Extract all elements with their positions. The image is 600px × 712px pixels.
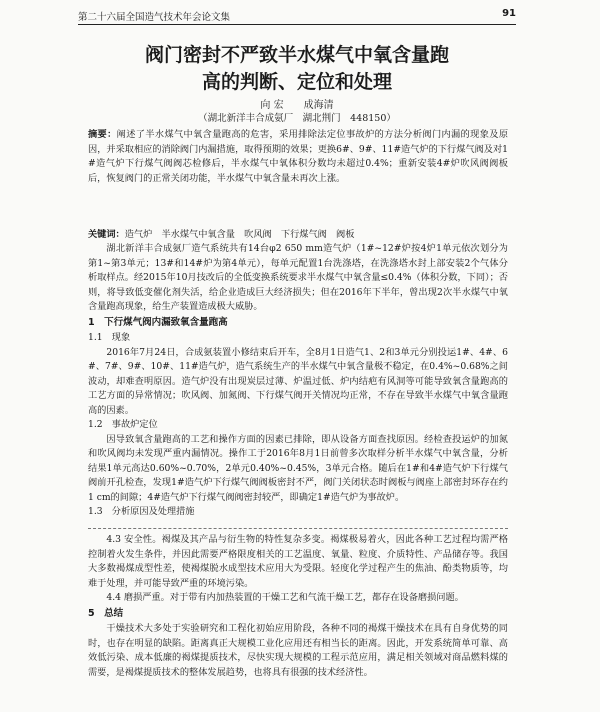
article-title [78, 42, 516, 96]
intro-paragraph: 湖北新洋丰合成氨厂造气系统共有14台φ2 650 mm造气炉（1#~12#炉按4炉1单元依次划分为第1~第3单元；13#和14#炉为第4单元），每单元配置1台洗涤塔，在洗涤塔水封上部安装2个气体分析取样点。经2015年10月技改后的全低变换系统要求半水煤气中氧含量≤0.4%（体积分数，下同）；否则，将导致低变催化剂失活，给企业造成巨大经济损失；但在2016年下半年，曾出现2次半水煤气中氧含量跑高现象，给生产装置造成极大威胁。 [88, 243, 508, 312]
section-1-2-heading: 1.2 事故炉定位 [88, 419, 158, 430]
title-line-1: 阀门密封不严致半水煤气中氧含量跑 [144, 44, 449, 66]
section-1-1-paragraph: 2016年7月24日，合成氨装置小修结束后开车，全8月1日造气1、2和3单元分别投运1#、4#、6#、7#、9#、10#、11#造气炉，造气系统生产的半水煤气中氧含量极不稳定，在0.4%~0.68%之间波动，却难查明原因。造气炉没有出现炭层过薄、炉温过低、炉内结疤有风洞等可能导致氧含量跑高的工艺方面的异常情况；吹风阀、加氮阀、下行煤气阀开关情况均正常，不存在导致半水煤气中氧含量跑高的因素。 [88, 346, 508, 416]
abstract-text: 阐述了半水煤气中氧含量跑高的危害，采用排除法定位事故炉的方法分析阀门内漏的现象及原因，并采取相应的消除阀门内漏措施，取得预期的效果；更换6#、9#、11#造气炉的下行煤气阀及对1#造气炉下行煤气阀阀芯检修后，半水煤气中氧体积分数均未超过0.4%；重新安装4#炉吹风阀阀板后，恢复阀门的正常关闭功能，半水煤气中氧含量未再次上涨。 [88, 129, 509, 184]
abstract [88, 128, 508, 186]
page-cut-divider [88, 528, 508, 529]
keywords-text: 造气炉 半水煤气中氧含量 吹风阀 下行煤气阀 阀板 [124, 229, 355, 240]
section-5-heading: 5 总结 [88, 607, 124, 619]
section-1-1-heading: 1.1 现象 [88, 332, 131, 343]
keywords-label: 关键词： [88, 229, 125, 240]
paragraph-4-4: 4.4 磨损严重。对于带有内加热装置的干燥工艺和气流干燥工艺，都存在设备磨损问题。 [106, 592, 464, 603]
running-header [78, 8, 516, 25]
continuation-text [88, 533, 508, 680]
section-5-paragraph: 干燥技术大多处于实验研究和工程化初始应用阶段，各种不同的褐煤干燥技术在具有自身优势的同时，也存在明显的缺陷。距离真正大规模工业化应用还有相当长的距离。因此，开发系统简单可靠、高效低污染、成本低廉的褐煤提质技术，尽快实现大规模的工程示范应用，满足相关领域对商品燃料煤的需要，是褐煤提质技术的整体发展趋势，也将具有很强的技术经济性。 [88, 623, 508, 678]
page-number: 91 [502, 8, 516, 19]
abstract-label: 摘要： [88, 129, 117, 140]
article-body [88, 242, 508, 520]
title-line-2: 高的判断、定位和处理 [201, 71, 392, 93]
journal-name: 第二十六届全国造气技术年会论文集 [78, 12, 231, 23]
affiliation: （湖北新洋丰合成氨厂 湖北荆门 448150） [198, 113, 396, 124]
section-1-3-heading: 1.3 分析原因及处理措施 [88, 506, 195, 517]
authors: 向 宏 成海清 [260, 100, 334, 111]
section-1-heading: 1 下行煤气阀内漏致氧含量跑高 [88, 316, 228, 328]
section-1-2-paragraph: 因导致氧含量跑高的工艺和操作方面的因素已排除，即从设备方面查找原因。经检查投运炉的加氮和吹风阀均未发现严重内漏情况。操作工于2016年8月1日前曾多次取样分析半水煤气中氧含量，分析结果1单元高达0.60%~0.70%，2单元0.40%~0.45%，3单元合格。随后在1#和4#造气炉下行煤气阀前开孔检查，发现1#造气炉下行煤气阀阀板密封不严，阀门关闭状态时阀板与阀座上部密封环存在约1 cm的间隙；4#造气炉下行煤气阀阀密封较严，即确定1#造气炉为事故炉。 [88, 433, 508, 503]
keywords [88, 228, 508, 243]
paragraph-4-3: 4.3 安全性。褐煤及其产品与衍生物的特性复杂多变。褐煤极易着火，因此各种工艺过程均需严格控制着火发生条件，并因此需要严格限度相关的工艺温度、氧量、粒度、介质特性、产品储存等。我国大多数褐煤成型性差，使褐煤脱水成型技术应用大为受限。轻度化学过程产生的焦油、酚类物质等，均难于处理，并可能导致严重的环境污染。 [88, 534, 508, 589]
